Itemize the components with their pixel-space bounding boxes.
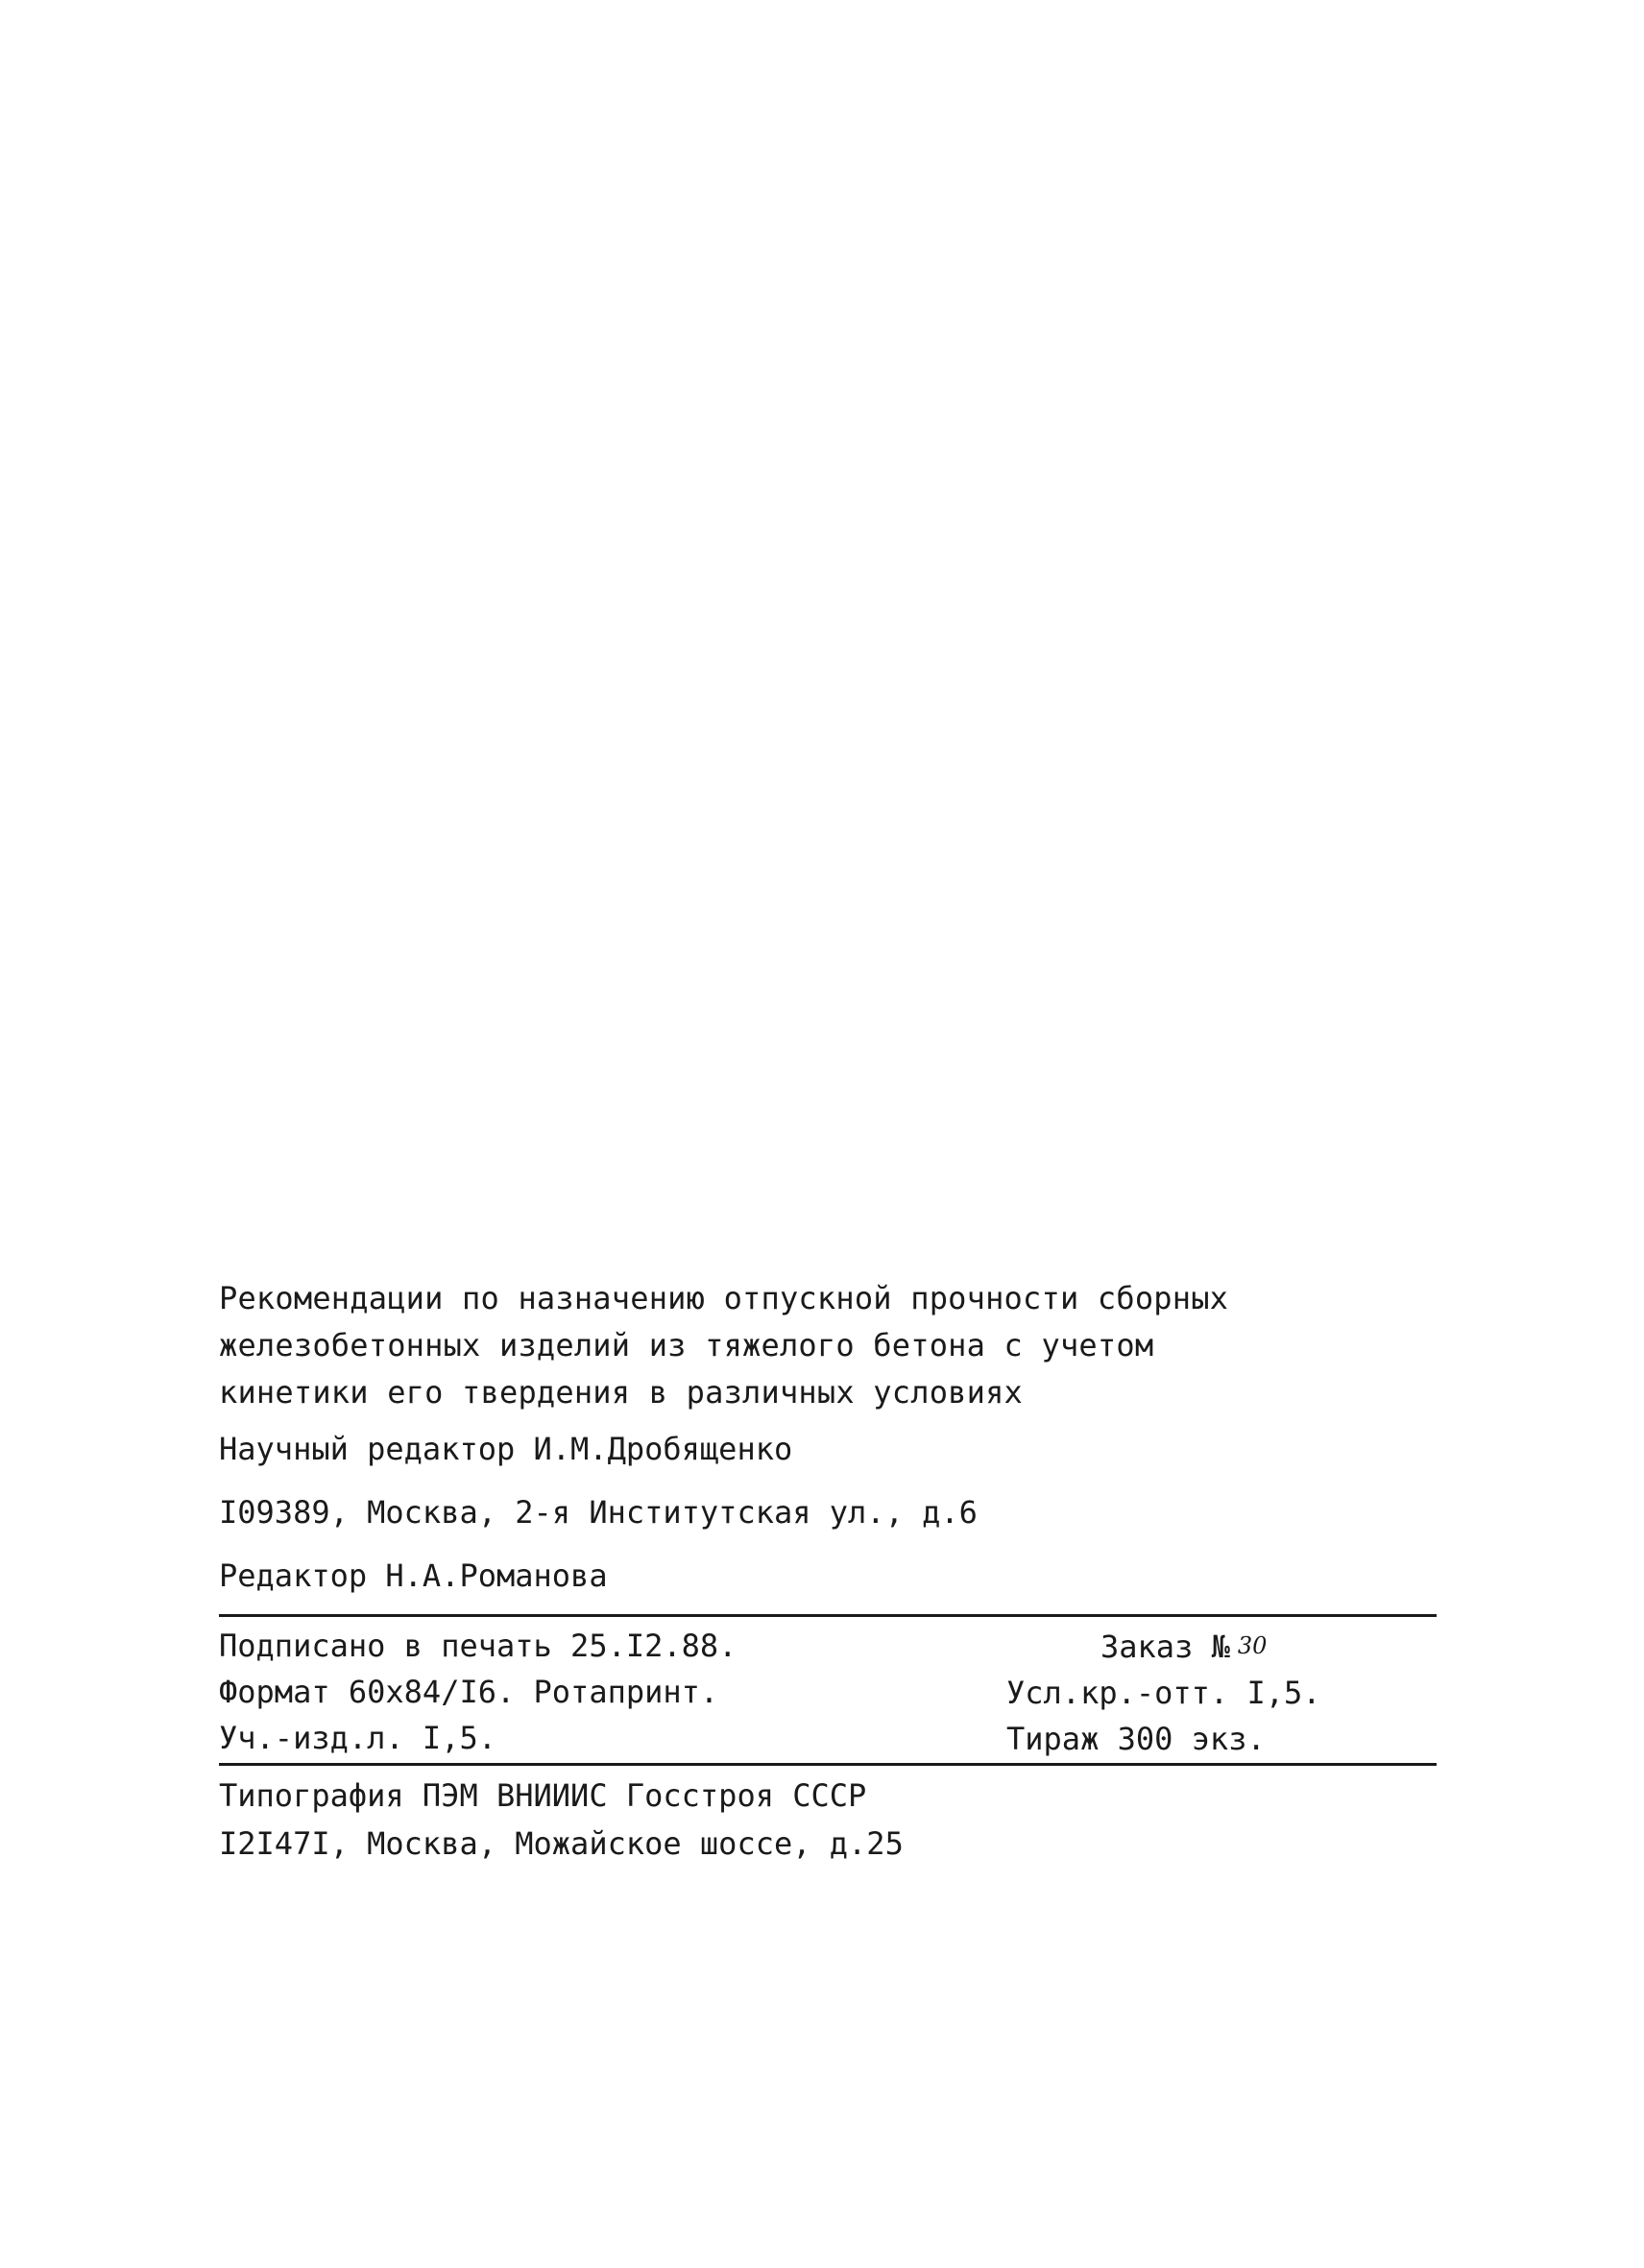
title-line-1: Рекомендации по назначению отпускной прочности сборных xyxy=(219,1280,1229,1316)
order xyxy=(1006,1623,1321,1670)
printer-name: Типография ПЭМ ВНИИИС Госстроя СССР xyxy=(219,1777,867,1814)
order-number: 30 xyxy=(1237,1632,1268,1659)
title-line-3: кинетики его твердения в различных условиях xyxy=(219,1374,1024,1411)
printer-block xyxy=(219,1772,1437,1868)
imprint-left xyxy=(219,1623,737,1761)
circulation: Тираж 300 экз. xyxy=(1006,1721,1266,1757)
signed-to-print: Подписано в печать 25.I2.88. xyxy=(219,1628,737,1664)
print-sheets: Усл.кр.-отт. I,5. xyxy=(1006,1675,1321,1711)
format: Формат 60х84/I6. Ротапринт. xyxy=(219,1674,719,1710)
order-label: Заказ № xyxy=(1100,1629,1230,1665)
colophon xyxy=(219,1275,1437,1868)
scientific-editor: Научный редактор И.М.Дробященко xyxy=(219,1431,793,1467)
publisher-address: I09389, Москва, 2-я Институтская ул., д.6 xyxy=(219,1494,978,1531)
divider-bottom xyxy=(219,1763,1437,1766)
printer-address: I2I47I, Москва, Можайское шоссе, д.25 xyxy=(219,1825,904,1862)
editor: Редактор Н.А.Романова xyxy=(219,1557,608,1594)
imprint-block xyxy=(219,1617,1437,1763)
publication-sheets: Уч.-изд.л. I,5. xyxy=(219,1720,496,1756)
publication-title xyxy=(219,1275,1437,1416)
title-line-2: железобетонных изделий из тяжелого бетона с учетом xyxy=(219,1327,1154,1363)
imprint-right xyxy=(1006,1623,1321,1762)
